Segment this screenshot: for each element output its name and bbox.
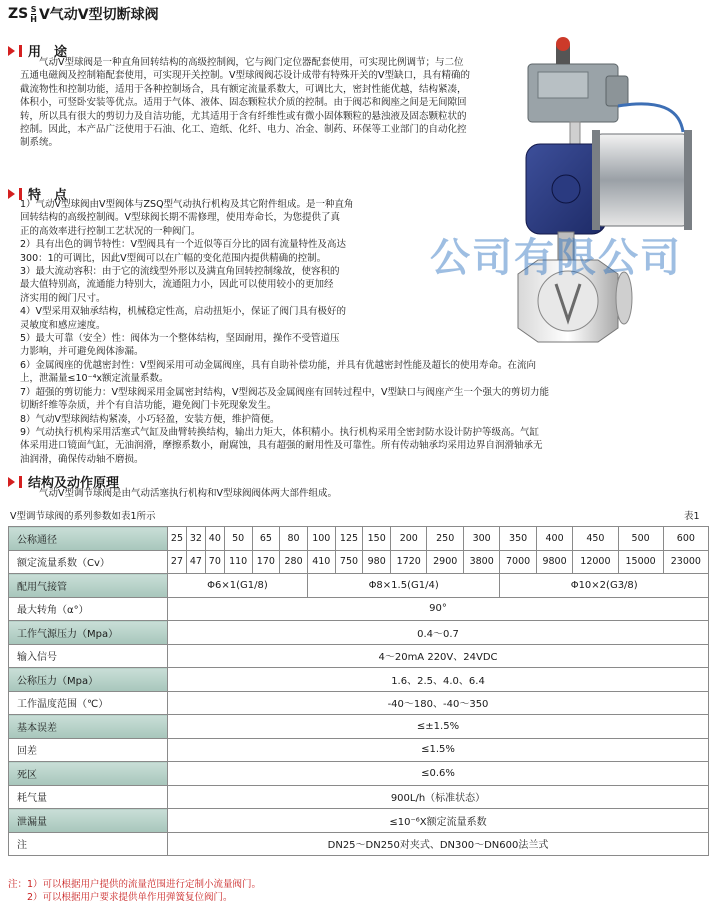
row-label: 工作温度范围（℃）	[9, 691, 168, 715]
table-cell: 50	[224, 527, 252, 551]
features-line: 最大值特别高，流通能力特别大，流通阻力小，因此可以使用较小的更加经	[20, 279, 334, 291]
table-cell: 47	[186, 550, 205, 574]
table-cell: 80	[280, 527, 308, 551]
table-cell: 23000	[663, 550, 708, 574]
table-cell: 400	[536, 527, 572, 551]
table-cell: ≤0.6%	[168, 762, 709, 786]
features-line: 300：1的可调比，因此V型阀可以在广幅的变化范围内提供精确的控制。	[20, 252, 327, 264]
table-cell: 100	[307, 527, 335, 551]
page-title	[8, 4, 159, 24]
table-cell: 125	[335, 527, 363, 551]
table-cell: 280	[280, 550, 308, 574]
bar-marker-icon	[19, 476, 22, 488]
table-row	[9, 691, 709, 715]
row-label: 注	[9, 832, 168, 856]
row-label: 死区	[9, 762, 168, 786]
table-cell: 3800	[463, 550, 499, 574]
table-cell: 250	[427, 527, 463, 551]
section-heading-usage: 用 途	[8, 41, 67, 60]
table-cell: 980	[363, 550, 391, 574]
table-cell: Φ6×1(G1/8)	[168, 574, 308, 598]
features-line: 7）超强的剪切能力：V型球阀采用金属密封结构，V型阀芯及金属阀座有回转过程中，V型缺口与阀座产生一个强大的剪切力能	[20, 386, 550, 398]
table-row	[9, 574, 709, 598]
row-label: 额定流量系数（Cv）	[9, 550, 168, 574]
row-label: 公称通径	[9, 527, 168, 551]
features-line: 3）最大流动容积：由于它的流线型外形以及满直角回转控制缘故，使容积的	[20, 266, 340, 278]
features-line: 切断纤维等杂质，并个有自洁功能，避免阀门卡死现象发生。	[20, 400, 277, 412]
table-cell: 450	[573, 527, 618, 551]
table-cell: 300	[463, 527, 499, 551]
bar-marker-icon	[19, 45, 22, 57]
features-line: 6）金属阀座的优越密封性：V型阀采用可动金属阀座，具有自助补偿功能，并具有优越密封性能及超长的使用寿命。在流向	[20, 359, 537, 371]
table-row	[9, 550, 709, 574]
table-cell: 2900	[427, 550, 463, 574]
table-cell: 9800	[536, 550, 572, 574]
footnotes	[8, 878, 261, 904]
title-prefix: ZS	[8, 6, 29, 22]
row-label: 回差	[9, 738, 168, 762]
table-cell: 1.6、2.5、4.0、6.4	[168, 668, 709, 692]
row-label: 基本误差	[9, 715, 168, 739]
row-label: 工作气源压力（Mpa）	[9, 621, 168, 645]
features-line: 济实用的阀门尺寸。	[20, 292, 106, 304]
features-line: 体采用进口镜面气缸，无油润滑，摩擦系数小，耐腐蚀，具有超强的耐用性及可靠性。所有传动轴承均采用边界自润滑轴承无	[20, 440, 543, 452]
row-label: 耗气量	[9, 785, 168, 809]
table-row	[9, 621, 709, 645]
table-cell: 25	[168, 527, 187, 551]
watermark: 公司有限公司	[430, 235, 682, 281]
table-cell: 600	[663, 527, 708, 551]
table-row	[9, 644, 709, 668]
title-fraction: $\frac{S}{H}$	[30, 4, 37, 24]
table-row	[9, 809, 709, 833]
arrow-marker-icon	[8, 477, 15, 487]
features-line: 回转结构的高级控制阀。V型球阀长期不需修理，使用寿命长，为您提供了真	[20, 212, 340, 224]
table-cell: 27	[168, 550, 187, 574]
footnote-line: 注：1）可以根据用户提供的流量范围进行定制小流量阀门。	[8, 879, 262, 890]
features-line: 灵敏度和感应速度。	[20, 319, 106, 331]
arrow-marker-icon	[8, 189, 15, 199]
footnote-line: 2）可以根据用户要求提供单作用弹簧复位阀门。	[8, 892, 233, 903]
features-line: 5）最大可靠（安全）性：阀体为一个整体结构，坚固耐用，操作不受管道压	[20, 333, 340, 345]
arrow-marker-icon	[8, 46, 15, 56]
table-row	[9, 668, 709, 692]
features-line: 1）气动V型球阀由V型阀体与ZSQ型气动执行机构及其它附件组成。是一种直角	[20, 199, 354, 210]
table-cell: 150	[363, 527, 391, 551]
table-row	[9, 597, 709, 621]
table-cell: 7000	[500, 550, 536, 574]
table-cell: DN25～DN250对夹式、DN300～DN600法兰式	[168, 832, 709, 856]
features-line: 8）气动V型球阀结构紧凑，小巧轻盈，安装方便，维护简便。	[20, 413, 280, 425]
table-cell: 4～20mA 220V、24VDC	[168, 644, 709, 668]
table-cell: 110	[224, 550, 252, 574]
table-cell: 750	[335, 550, 363, 574]
table-row	[9, 762, 709, 786]
table-row	[9, 527, 709, 551]
parameters-table	[8, 526, 709, 856]
features-line: 9）气动执行机构采用活塞式气缸及曲臂转换结构，输出力矩大，体积精小。执行机构采用全密封防水设计防护等级高。气缸	[20, 426, 540, 438]
table-row	[9, 832, 709, 856]
table-cell: 500	[618, 527, 663, 551]
table-cell: -40～180、-40～350	[168, 691, 709, 715]
features-line: 4）V型采用双轴承结构，机械稳定性高，启动扭矩小，保证了阀门具有极好的	[20, 306, 347, 318]
table-number: 表1	[684, 511, 700, 522]
title-main: V气动V型切断球阀	[38, 7, 159, 23]
structure-paragraph: 气动V型调节球阀是由气动活塞执行机构和V型球阀阀体两大部件组成。	[39, 488, 337, 499]
table-cell: 12000	[573, 550, 618, 574]
table-cell: Φ10×2(G3/8)	[500, 574, 709, 598]
table-cell: 170	[252, 550, 280, 574]
row-label: 配用气接管	[9, 574, 168, 598]
usage-paragraph: 气动V型球阀是一种直角回转结构的高级控制阀，它与阀门定位器配套使用，可实现比例调节；与二位五通电磁阀及控制箱配套使用，可实现开关控制。V型球阀阀芯设计成带有特殊开关的V型缺口，具有精确的截流物性和控制功能，适用于各种控制场合，具有额定流量系数大，可调比大，密封性能优越，结构紧凑，体积小，可竖卧安装等优点。适用于气体、液体、固态颗粒状介质的控制。由于阀芯和阀座之间是无间隙回转，所以具有很大的剪切力及自洁功能，尤其适用于含有纤维性或有微小固体颗粒的悬浊液及固态颗粒状的控制。因此，本产品广泛使用于石油、化工、造纸、化纤、电力、冶金、制药、环保等工业部门的自动化控制系统。	[20, 57, 470, 149]
row-label: 泄漏量	[9, 809, 168, 833]
table-caption: V型调节球阀的系列参数如表1所示	[10, 511, 156, 522]
features-line: 2）具有出色的调节特性：V型阀具有一个近似等百分比的固有流量特性及高达	[20, 239, 347, 251]
features-line: 油润滑，确保传动轴不磨损。	[20, 453, 144, 465]
table-cell: 410	[307, 550, 335, 574]
table-cell: 32	[186, 527, 205, 551]
features-list	[20, 198, 710, 466]
table-cell: 0.4～0.7	[168, 621, 709, 645]
table-cell: 900L/h（标准状态）	[168, 785, 709, 809]
row-label: 输入信号	[9, 644, 168, 668]
features-line: 上，泄漏量≤10⁻⁴x额定流量系数。	[20, 373, 169, 385]
table-cell: 40	[205, 527, 224, 551]
table-cell: 200	[391, 527, 427, 551]
table-cell: 350	[500, 527, 536, 551]
table-cell: 70	[205, 550, 224, 574]
features-line: 正的高效率进行控制工艺状况的一种阀门。	[20, 225, 201, 237]
table-cell: 90°	[168, 597, 709, 621]
features-line: 力影响，并可避免阀体渗漏。	[20, 346, 144, 358]
section-heading-features: 特 点	[8, 184, 67, 203]
row-label: 公称压力（Mpa）	[9, 668, 168, 692]
table-cell: ≤1.5%	[168, 738, 709, 762]
table-row	[9, 738, 709, 762]
table-cell: ≤±1.5%	[168, 715, 709, 739]
row-label: 最大转角（α°）	[9, 597, 168, 621]
table-cell: 1720	[391, 550, 427, 574]
table-cell: Φ8×1.5(G1/4)	[307, 574, 499, 598]
table-row	[9, 785, 709, 809]
table-cell: 15000	[618, 550, 663, 574]
table-cell: 65	[252, 527, 280, 551]
section-heading-structure: 结构及动作原理	[8, 472, 119, 491]
table-cell: ≤10⁻⁶X额定流量系数	[168, 809, 709, 833]
table-row	[9, 715, 709, 739]
